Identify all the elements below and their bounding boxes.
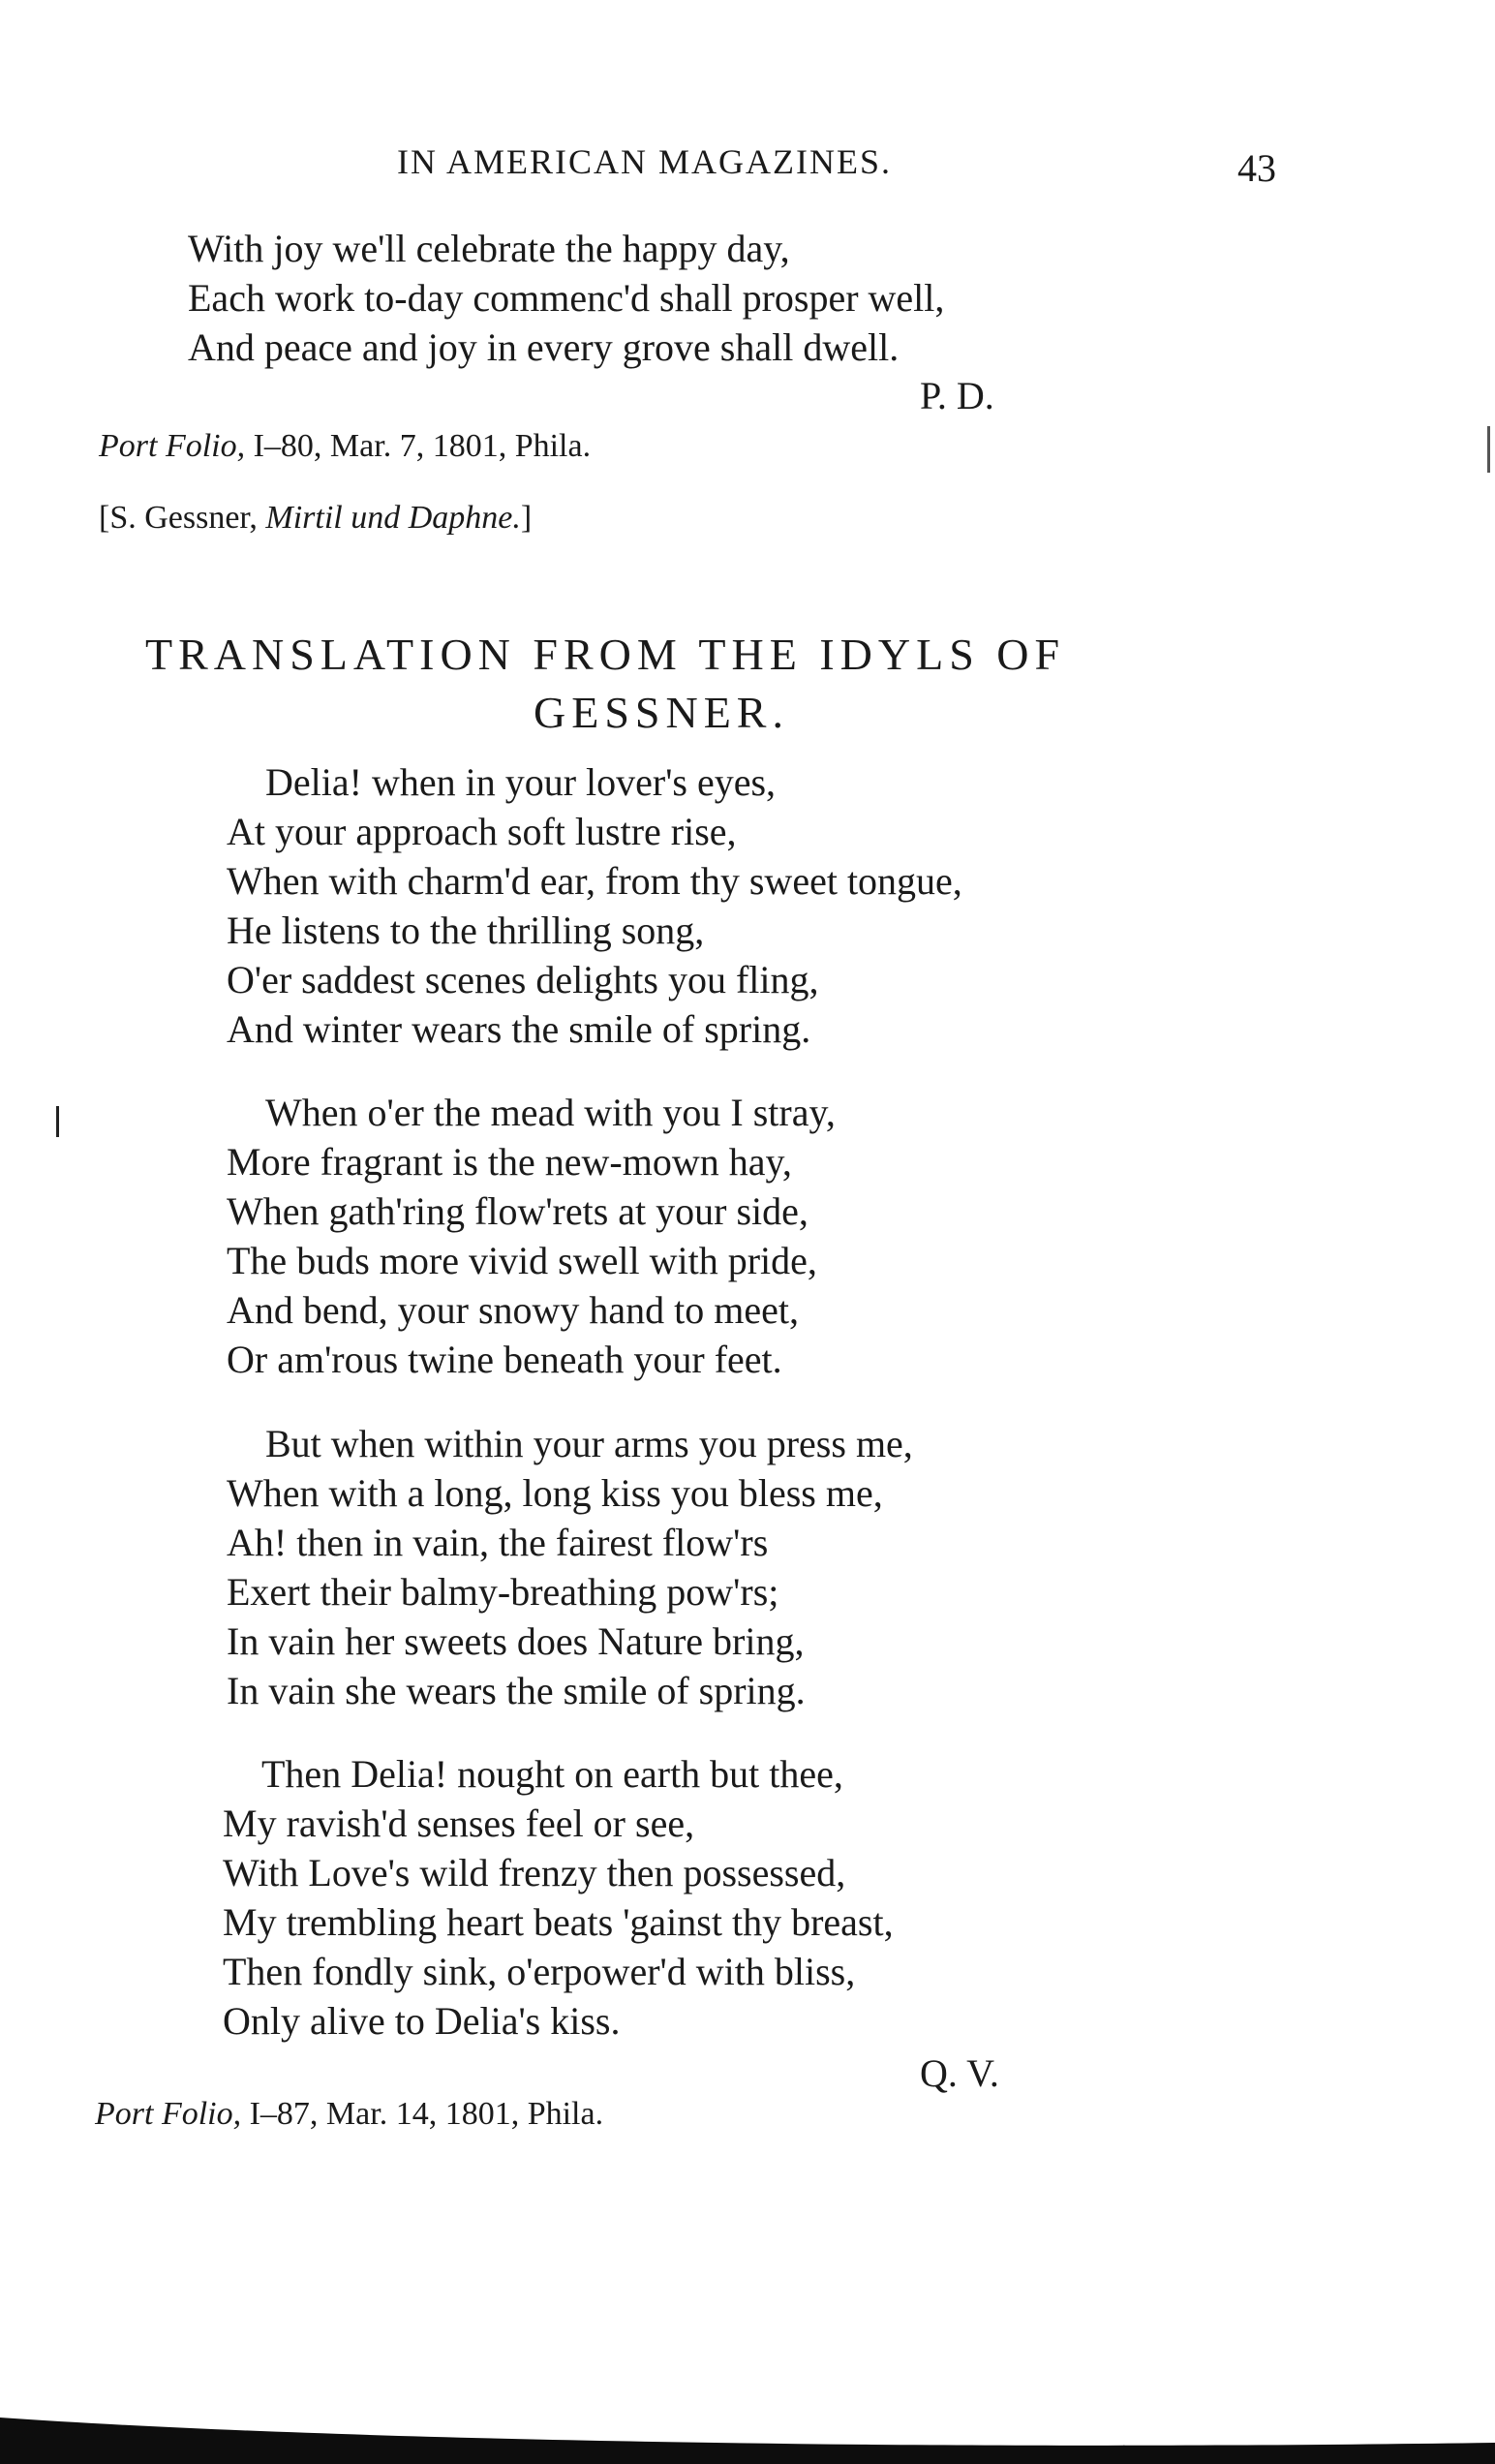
poem-title-line-2: GESSNER.	[534, 688, 789, 737]
source-note	[99, 500, 532, 537]
verse-line: When with a long, long kiss you bless me,	[227, 1471, 883, 1515]
verse-line: With joy we'll celebrate the happy day,	[188, 227, 790, 270]
previous-poem-signature: P. D.	[920, 374, 994, 417]
verse-line: Then Delia! nought on earth but thee,	[261, 1752, 843, 1796]
verse-line: Delia! when in your lover's eyes,	[265, 760, 777, 804]
verse-line: But when within your arms you press me,	[265, 1422, 913, 1465]
source-journal: Port Folio,	[95, 2096, 242, 2132]
note-open: [S. Gessner,	[99, 500, 266, 536]
verse-line: When with charm'd ear, from thy sweet tongue,	[227, 859, 962, 903]
verse-line: And peace and joy in every grove shall dwell.	[188, 325, 900, 369]
verse-line: Each work to-day commenc'd shall prosper well,	[188, 276, 945, 320]
running-head: IN AMERICAN MAGAZINES.	[397, 142, 892, 181]
page-edge-shadow	[0, 2412, 1495, 2464]
verse-line: With Love's wild frenzy then possessed,	[223, 1851, 846, 1894]
verse-line: O'er saddest scenes delights you fling,	[227, 958, 819, 1001]
verse-line: My trembling heart beats 'gainst thy breast,	[223, 1900, 894, 1944]
source-details: I–87, Mar. 14, 1801, Phila.	[241, 2096, 604, 2132]
verse-line: And winter wears the smile of spring.	[227, 1007, 811, 1051]
verse-line: He listens to the thrilling song,	[227, 909, 705, 952]
margin-mark	[56, 1106, 59, 1137]
source-journal: Port Folio,	[99, 428, 246, 464]
previous-poem-source	[99, 428, 591, 465]
verse-line: Exert their balmy-breathing pow'rs;	[227, 1570, 779, 1614]
verse-line: Only alive to Delia's kiss.	[223, 1999, 621, 2043]
note-close: ]	[520, 500, 533, 536]
verse-line: When o'er the mead with you I stray,	[265, 1091, 836, 1134]
verse-line: And bend, your snowy hand to meet,	[227, 1288, 800, 1332]
verse-line: In vain her sweets does Nature bring,	[227, 1619, 805, 1663]
poem-signature: Q. V.	[920, 2051, 999, 2095]
verse-line: In vain she wears the smile of spring.	[227, 1669, 806, 1712]
edge-mark	[1487, 426, 1490, 473]
poem-source	[95, 2096, 603, 2133]
note-title: Mirtil und Daphne.	[265, 500, 521, 536]
source-details: I–80, Mar. 7, 1801, Phila.	[245, 428, 592, 464]
verse-line: More fragrant is the new-mown hay,	[227, 1140, 792, 1184]
verse-line: Then fondly sink, o'erpower'd with bliss,	[223, 1950, 856, 1993]
verse-line: The buds more vivid swell with pride,	[227, 1239, 817, 1282]
verse-line: My ravish'd senses feel or see,	[223, 1802, 695, 1845]
verse-line: Or am'rous twine beneath your feet.	[227, 1338, 782, 1381]
verse-line: Ah! then in vain, the fairest flow'rs	[227, 1521, 769, 1564]
verse-line: At your approach soft lustre rise,	[227, 810, 737, 853]
verse-line: When gath'ring flow'rets at your side,	[227, 1189, 809, 1233]
page-number: 43	[1237, 146, 1276, 190]
poem-title-line-1: TRANSLATION FROM THE IDYLS OF	[145, 630, 1066, 679]
